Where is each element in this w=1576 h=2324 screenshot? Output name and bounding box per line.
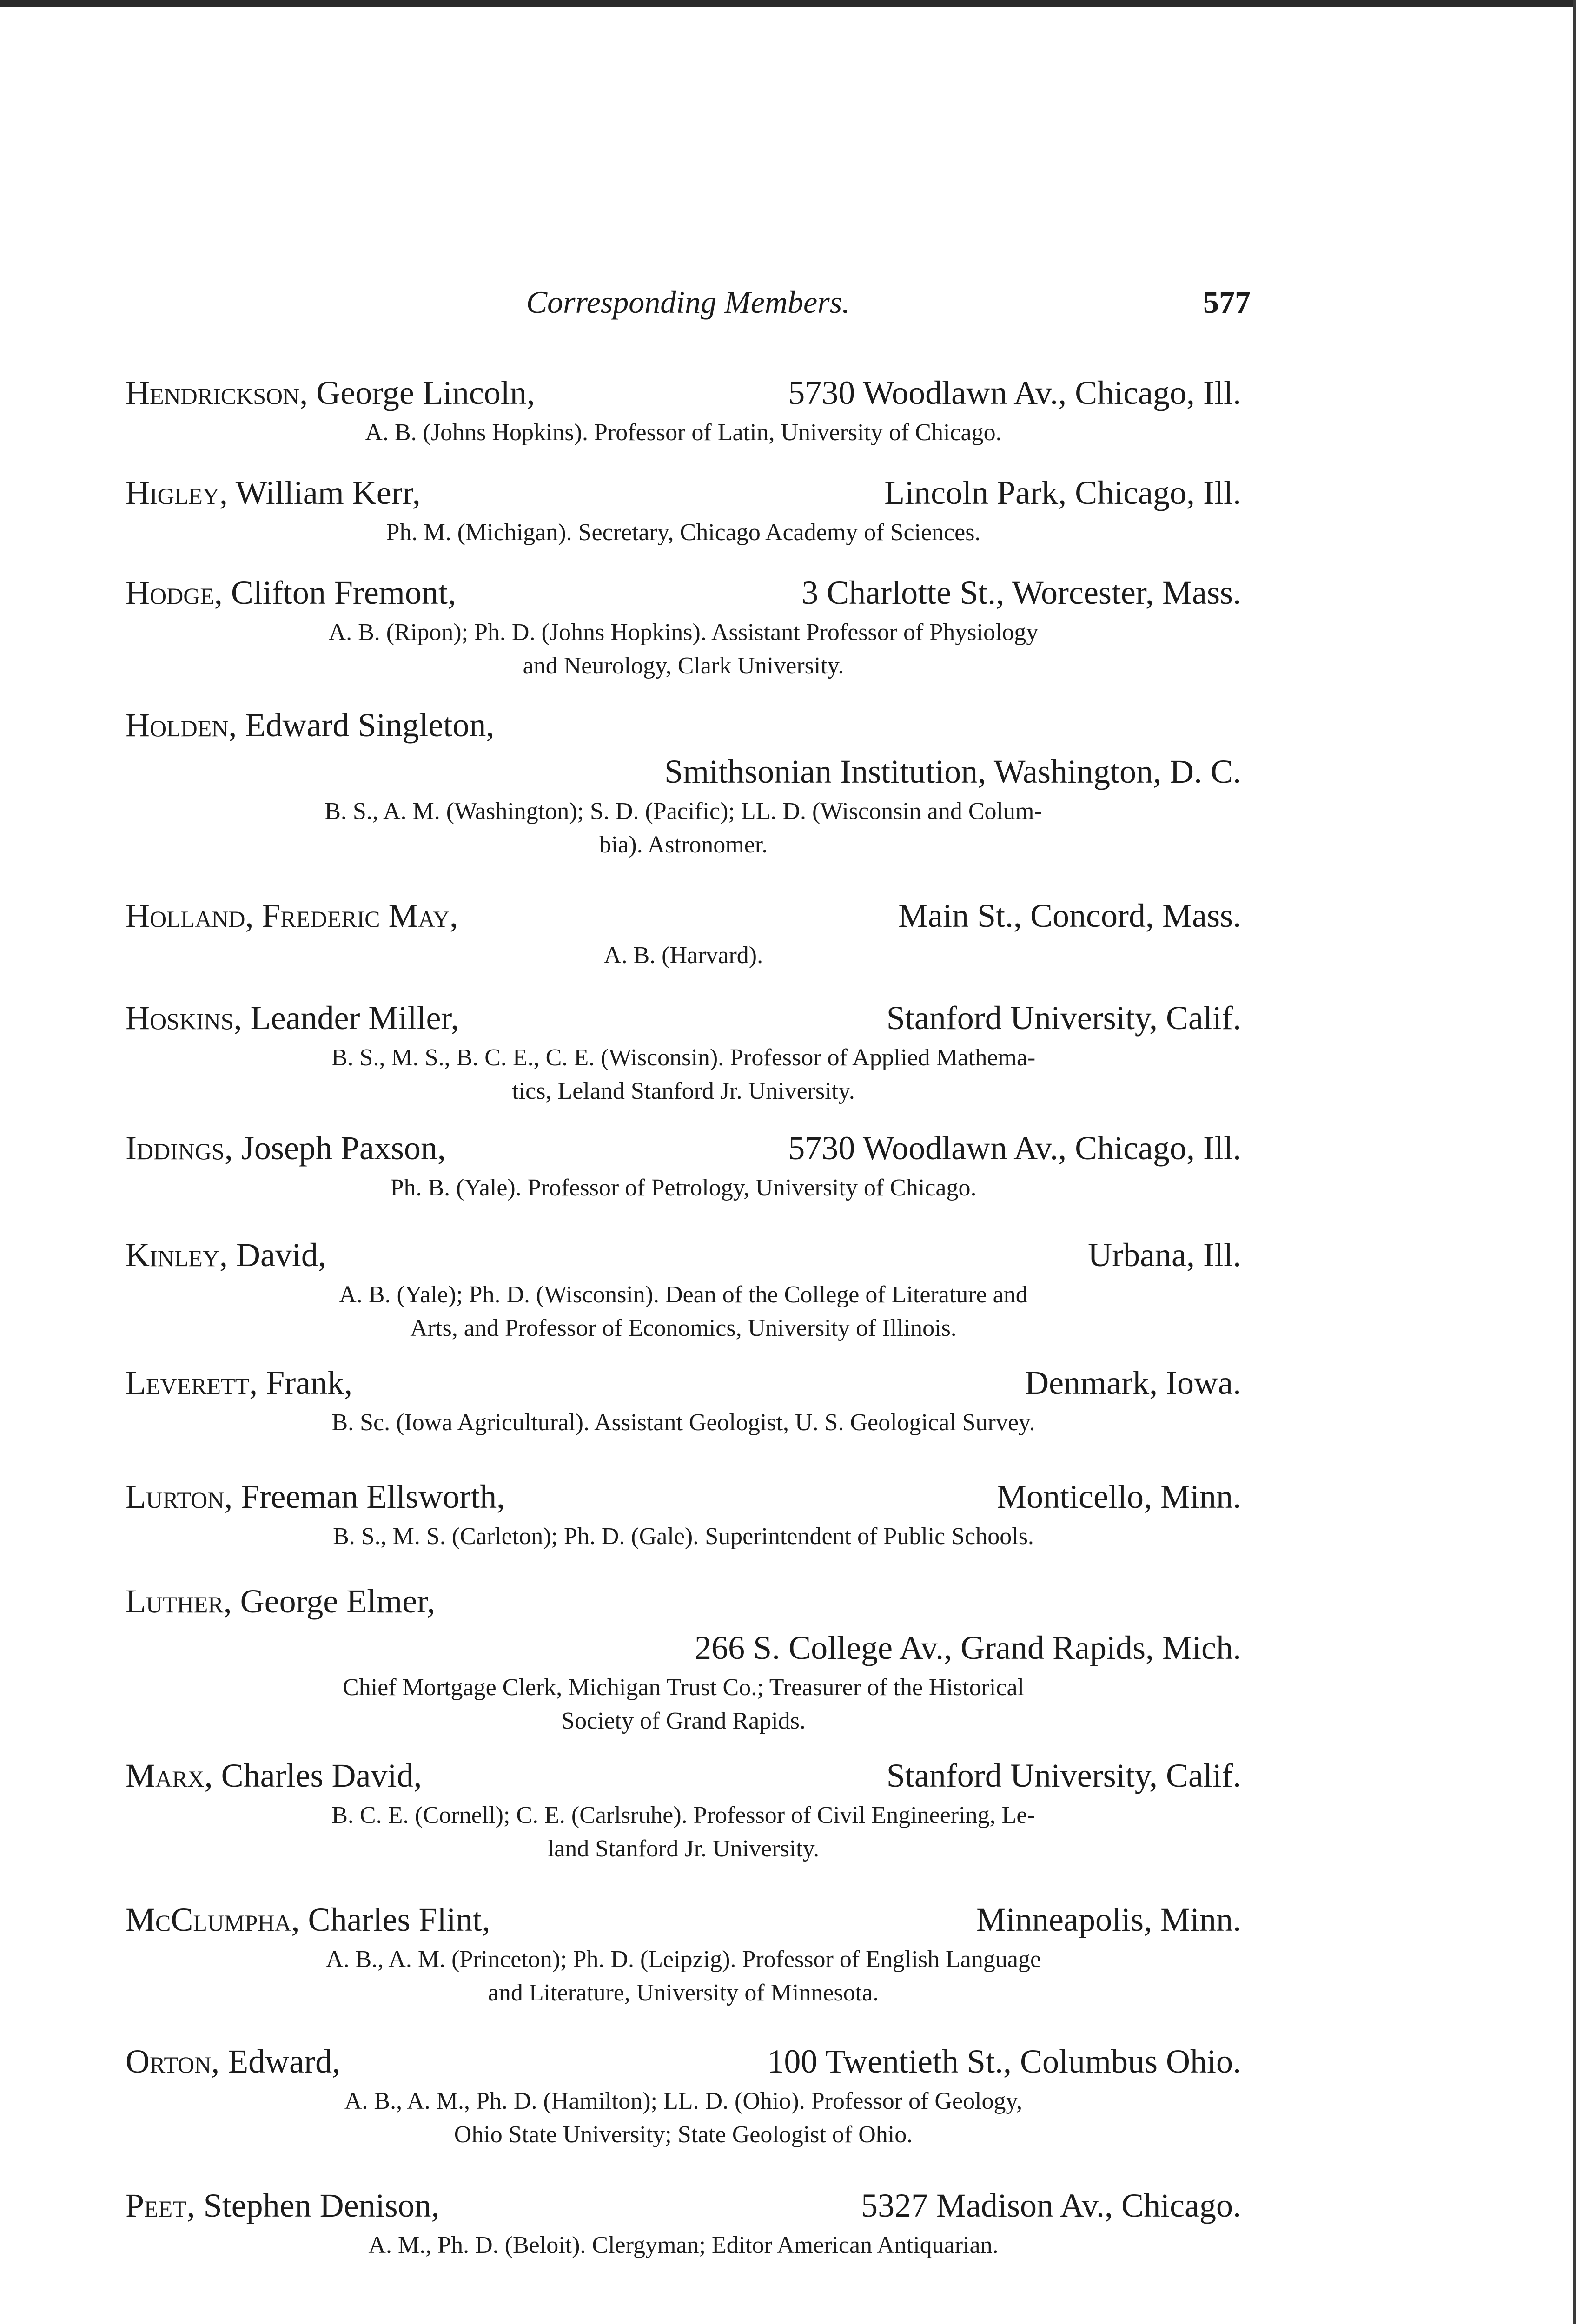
- member-surname: Iddings,: [126, 1129, 233, 1167]
- member-surname: Hodge,: [126, 574, 223, 611]
- member-address: Stanford University, Calif.: [886, 999, 1241, 1037]
- entry-heading: [126, 702, 1241, 748]
- member-name: [126, 569, 456, 616]
- member-detail: Arts, and Professor of Economics, University of Illinois.: [410, 1315, 957, 1341]
- member-address: Main St., Concord, Mass.: [898, 897, 1241, 934]
- member-address: Lincoln Park, Chicago, Ill.: [884, 474, 1241, 511]
- member-name: [126, 995, 459, 1041]
- entry-heading: [126, 1752, 1241, 1799]
- member-entry: [126, 1232, 1241, 1345]
- scan-edge-top: [0, 0, 1576, 7]
- member-given-name: George Elmer,: [232, 1583, 436, 1620]
- entry-heading: [126, 1360, 1241, 1406]
- member-address: Denmark, Iowa.: [1025, 1364, 1241, 1401]
- member-address: 3 Charlotte St., Worcester, Mass.: [801, 574, 1241, 611]
- member-surname: Holland,: [126, 897, 254, 934]
- member-surname: Lurton,: [126, 1478, 233, 1515]
- member-surname: Holden,: [126, 706, 237, 744]
- member-given-name: Frederic May,: [253, 897, 458, 934]
- member-detail: Ohio State University; State Geologist of Ohio.: [454, 2121, 913, 2148]
- member-surname: Hendrickson,: [126, 374, 308, 411]
- member-entry: [126, 1896, 1241, 2010]
- member-given-name: Joseph Paxson,: [232, 1129, 446, 1167]
- member-address: Monticello, Minn.: [997, 1478, 1241, 1515]
- page-header: [126, 281, 1251, 323]
- member-name: [126, 1360, 352, 1406]
- member-entry: [126, 1578, 1241, 1738]
- member-given-name: Frank,: [258, 1364, 353, 1401]
- member-name: [126, 469, 421, 516]
- member-given-name: David,: [227, 1236, 326, 1274]
- entry-heading: [126, 1473, 1241, 1520]
- member-given-name: William Kerr,: [227, 474, 421, 511]
- member-detail: A. B. (Johns Hopkins). Professor of Latin, University of Chicago.: [365, 419, 1002, 446]
- member-address: 5730 Woodlawn Av., Chicago, Ill.: [788, 374, 1241, 411]
- member-given-name: George Lincoln,: [308, 374, 535, 411]
- member-entry: [126, 2182, 1241, 2262]
- entry-heading: [126, 2182, 1241, 2229]
- entry-address-line: [126, 1624, 1241, 1671]
- member-detail: land Stanford Jr. University.: [547, 1835, 820, 1862]
- member-surname: Leverett,: [126, 1364, 258, 1401]
- member-entry: [126, 892, 1241, 972]
- member-entry: [126, 2038, 1241, 2152]
- member-detail: bia). Astronomer.: [599, 832, 768, 858]
- entry-heading: [126, 995, 1241, 1041]
- member-detail: Ph. B. (Yale). Professor of Petrology, University of Chicago.: [390, 1175, 977, 1201]
- member-name: [126, 370, 535, 416]
- member-detail: Chief Mortgage Clerk, Michigan Trust Co.; Treasurer of the Historical: [343, 1674, 1024, 1701]
- member-surname: McClumpha,: [126, 1901, 300, 1938]
- member-name: [126, 1473, 505, 1520]
- member-entry: [126, 1360, 1241, 1439]
- entry-heading: [126, 1896, 1241, 1943]
- member-address: 5327 Madison Av., Chicago.: [861, 2187, 1241, 2224]
- entry-heading: [126, 1125, 1241, 1171]
- member-name: [126, 2182, 440, 2229]
- member-given-name: Stephen Denison,: [195, 2187, 440, 2224]
- member-entry: [126, 995, 1241, 1108]
- member-detail: Ph. M. (Michigan). Secretary, Chicago Academy of Sciences.: [386, 519, 981, 546]
- scan-edge-right: [1573, 0, 1576, 2324]
- member-entry: [126, 702, 1241, 862]
- member-given-name: Charles Flint,: [299, 1901, 490, 1938]
- member-detail: A. B. (Ripon); Ph. D. (Johns Hopkins). Assistant Professor of Physiology: [328, 619, 1039, 646]
- member-given-name: Leander Miller,: [242, 999, 459, 1037]
- member-address: Minneapolis, Minn.: [976, 1901, 1241, 1938]
- running-head: Corresponding Members.: [526, 284, 850, 320]
- member-detail: B. C. E. (Cornell); C. E. (Carlsruhe). Professor of Civil Engineering, Le-: [331, 1802, 1035, 1829]
- member-entry: [126, 569, 1241, 683]
- entry-heading: [126, 1232, 1241, 1278]
- member-detail: B. S., M. S. (Carleton); Ph. D. (Gale). Superintendent of Public Schools.: [333, 1523, 1034, 1550]
- entry-heading: [126, 469, 1241, 516]
- entry-heading: [126, 1578, 1241, 1624]
- member-surname: Luther,: [126, 1583, 232, 1620]
- member-detail: and Neurology, Clark University.: [523, 653, 844, 679]
- member-surname: Hoskins,: [126, 999, 242, 1037]
- member-name: [126, 1125, 446, 1171]
- member-address: Stanford University, Calif.: [886, 1757, 1241, 1794]
- member-detail: A. B. (Harvard).: [603, 942, 763, 969]
- entry-heading: [126, 370, 1241, 416]
- member-detail: tics, Leland Stanford Jr. University.: [512, 1078, 855, 1104]
- member-address: 100 Twentieth St., Columbus Ohio.: [767, 2043, 1241, 2080]
- member-surname: Peet,: [126, 2187, 195, 2224]
- member-address: Urbana, Ill.: [1088, 1236, 1241, 1274]
- member-detail: Society of Grand Rapids.: [561, 1708, 806, 1734]
- member-detail: A. B., A. M. (Princeton); Ph. D. (Leipzig). Professor of English Language: [325, 1946, 1041, 1973]
- member-name: [126, 702, 494, 748]
- member-detail: B. Sc. (Iowa Agricultural). Assistant Geologist, U. S. Geological Survey.: [331, 1409, 1035, 1436]
- member-entry: [126, 1473, 1241, 1553]
- member-detail: and Literature, University of Minnesota.: [488, 1980, 879, 2006]
- entry-heading: [126, 892, 1241, 939]
- member-address: 266 S. College Av., Grand Rapids, Mich.: [695, 1629, 1241, 1666]
- member-entry: [126, 1125, 1241, 1205]
- member-surname: Higley,: [126, 474, 228, 511]
- member-detail: B. S., A. M. (Washington); S. D. (Pacific); LL. D. (Wisconsin and Colum-: [324, 798, 1042, 825]
- member-detail: A. B. (Yale); Ph. D. (Wisconsin). Dean of the College of Literature and: [339, 1281, 1028, 1308]
- member-entry: [126, 370, 1241, 449]
- member-given-name: Edward,: [219, 2043, 341, 2080]
- member-address: 5730 Woodlawn Av., Chicago, Ill.: [788, 1129, 1241, 1167]
- member-surname: Kinley,: [126, 1236, 228, 1274]
- entry-address-line: [126, 748, 1241, 795]
- member-address: Smithsonian Institution, Washington, D. C.: [664, 753, 1241, 790]
- page-number: 577: [1203, 284, 1251, 320]
- member-name: [126, 1578, 435, 1624]
- member-given-name: Edward Singleton,: [237, 706, 495, 744]
- member-given-name: Freeman Ellsworth,: [232, 1478, 505, 1515]
- entry-heading: [126, 569, 1241, 616]
- entry-heading: [126, 2038, 1241, 2085]
- member-detail: A. M., Ph. D. (Beloit). Clergyman; Editor American Antiquarian.: [368, 2232, 999, 2258]
- member-given-name: Charles David,: [212, 1757, 422, 1794]
- member-detail: A. B., A. M., Ph. D. (Hamilton); LL. D. (Ohio). Professor of Geology,: [344, 2088, 1023, 2114]
- member-name: [126, 1896, 490, 1943]
- member-detail: B. S., M. S., B. C. E., C. E. (Wisconsin). Professor of Applied Mathema-: [331, 1044, 1036, 1071]
- member-name: [126, 1752, 422, 1799]
- member-given-name: Clifton Fremont,: [222, 574, 456, 611]
- member-name: [126, 892, 458, 939]
- member-entry: [126, 469, 1241, 549]
- member-entry: [126, 1752, 1241, 1866]
- member-name: [126, 1232, 326, 1278]
- member-name: [126, 2038, 340, 2085]
- member-surname: Orton,: [126, 2043, 220, 2080]
- member-surname: Marx,: [126, 1757, 213, 1794]
